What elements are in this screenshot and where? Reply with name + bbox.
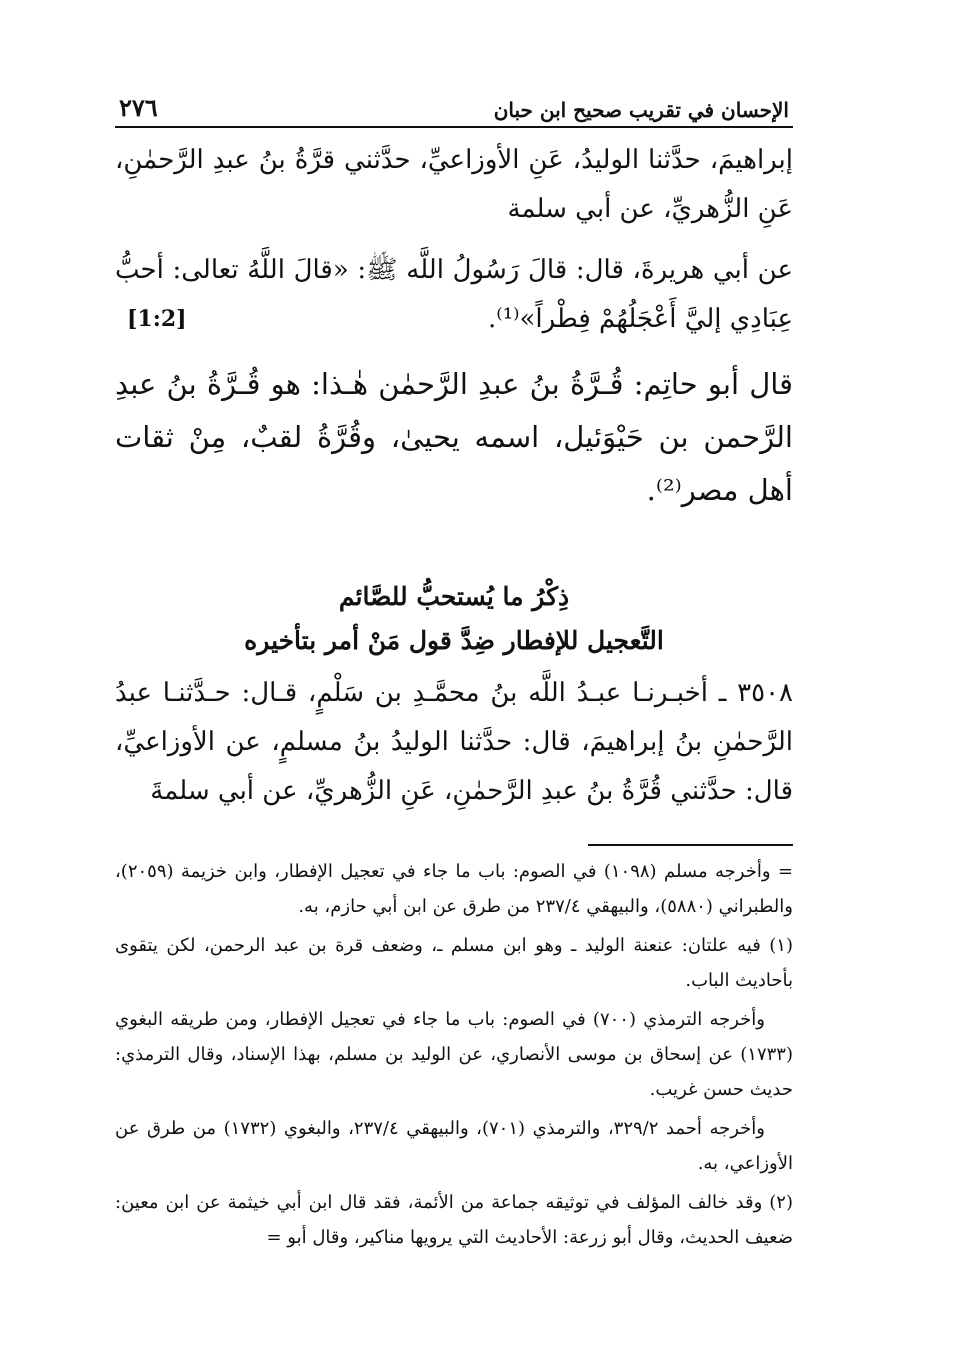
heading-line-2: التَّعجيل للإفطار ضِدَّ قول مَنْ أمر بتأخيره <box>244 626 664 655</box>
footnote-1-tirmidhi: وأخرجه الترمذي (٧٠٠) في الصوم: باب ما جاء في تعجيل الإفطار، ومن طريقه البغوي (١٧٣٣) عن إسحاق بن موسى الأنصاري، عن الوليد بن مسلم، بهذا الإسناد، وقال الترمذي: حديث حسن غريب. <box>115 1009 793 1100</box>
paragraph-continuation: إبراهيمَ، حدَّثنا الوليدُ، عَنِ الأوزاعيِّ، حدَّثني قرَّةُ بنُ عبدِ الرَّحمٰنِ، عَنِ الزُّهريِّ، عن أبي سلمة <box>115 145 793 224</box>
footnotes <box>115 854 793 1255</box>
hadith-matn: عن أبي هريرةَ، قال: قالَ رَسُولُ اللَّه ﷺ: «قالَ اللَّهُ تعالى: أحبُّ عِبَادِي إليَّ أَعْجَلُهُمْ فِطْراً»⁽¹⁾. <box>115 255 793 334</box>
footnote-continuation: = وأخرجه مسلم (١٠٩٨) في الصوم: باب ما جاء في تعجيل الإفطار، وابن خزيمة (٢٠٥٩)، والطبراني (٥٨٨٠)، والبيهقي ٢٣٧/٤ من طرق عن ابن أبي حازم، به. <box>115 861 793 917</box>
footnote-1: (١) فيه علتان: عنعنة الوليد ـ وهو ابن مسلم ـ، وضعف قرة بن عبد الرحمن، لكن يتقوى بأحاديث الباب. <box>115 935 793 991</box>
paragraph-commentary: قال أبو حاتِم: قُـرَّةُ بنُ عبدِ الرَّحمٰن هٰـذا: هو قُـرَّةُ بنُ عبدِ الرَّحمن بن حَيْوَئيل، اسمه يحيىٰ، وقُرَّةُ لقبٌ، مِنْ ثقات أهل مصر⁽²⁾. <box>115 367 793 507</box>
main-text <box>115 136 793 816</box>
footnote-1-ahmad: وأخرجه أحمد ٣٢٩/٢، والترمذي (٧٠١)، والبيهقي ٢٣٧/٤، والبغوي (١٧٣٢) من طرق عن الأوزاعي، به. <box>115 1118 793 1174</box>
paragraph-hadith-text <box>115 246 793 344</box>
classification-tag: [1:2] <box>127 306 187 332</box>
paragraph-hadith-3508: ٣٥٠٨ ـ أخبـرنـا عبـدُ اللَّه بنُ محمَّـدِ بن سَلْمٍ، قـال: حـدَّثنـا عبدُ الرَّحمٰنِ بنُ إبراهيمَ، قال: حدَّثنا الوليدُ بنُ مسلمٍ، عن الأوزاعيِّ، قال: حدَّثني قُرَّةُ بنُ عبدِ الرَّحمٰنِ، عَنِ الزُّهريِّ، عن أبي سلمةَ <box>115 678 793 806</box>
page <box>115 92 793 1259</box>
footnote-2: (٢) وقد خالف المؤلف في توثيقه جماعة من الأئمة، فقد قال ابن أبي خيثمة عن ابن معين: ضعيف الحديث، وقال أبو زرعة: الأحاديث التي يرويها مناكير، وقال أبو = <box>115 1192 793 1248</box>
footnote-separator <box>588 844 793 846</box>
chapter-heading <box>115 575 793 663</box>
running-header <box>115 92 793 128</box>
page-number: ٢٧٦ <box>119 93 158 122</box>
book-title: الإحسان في تقريب صحيح ابن حبان <box>493 98 789 122</box>
heading-line-1: ذِكْرُ ما يُستحبُّ للصَّائم <box>338 582 570 611</box>
